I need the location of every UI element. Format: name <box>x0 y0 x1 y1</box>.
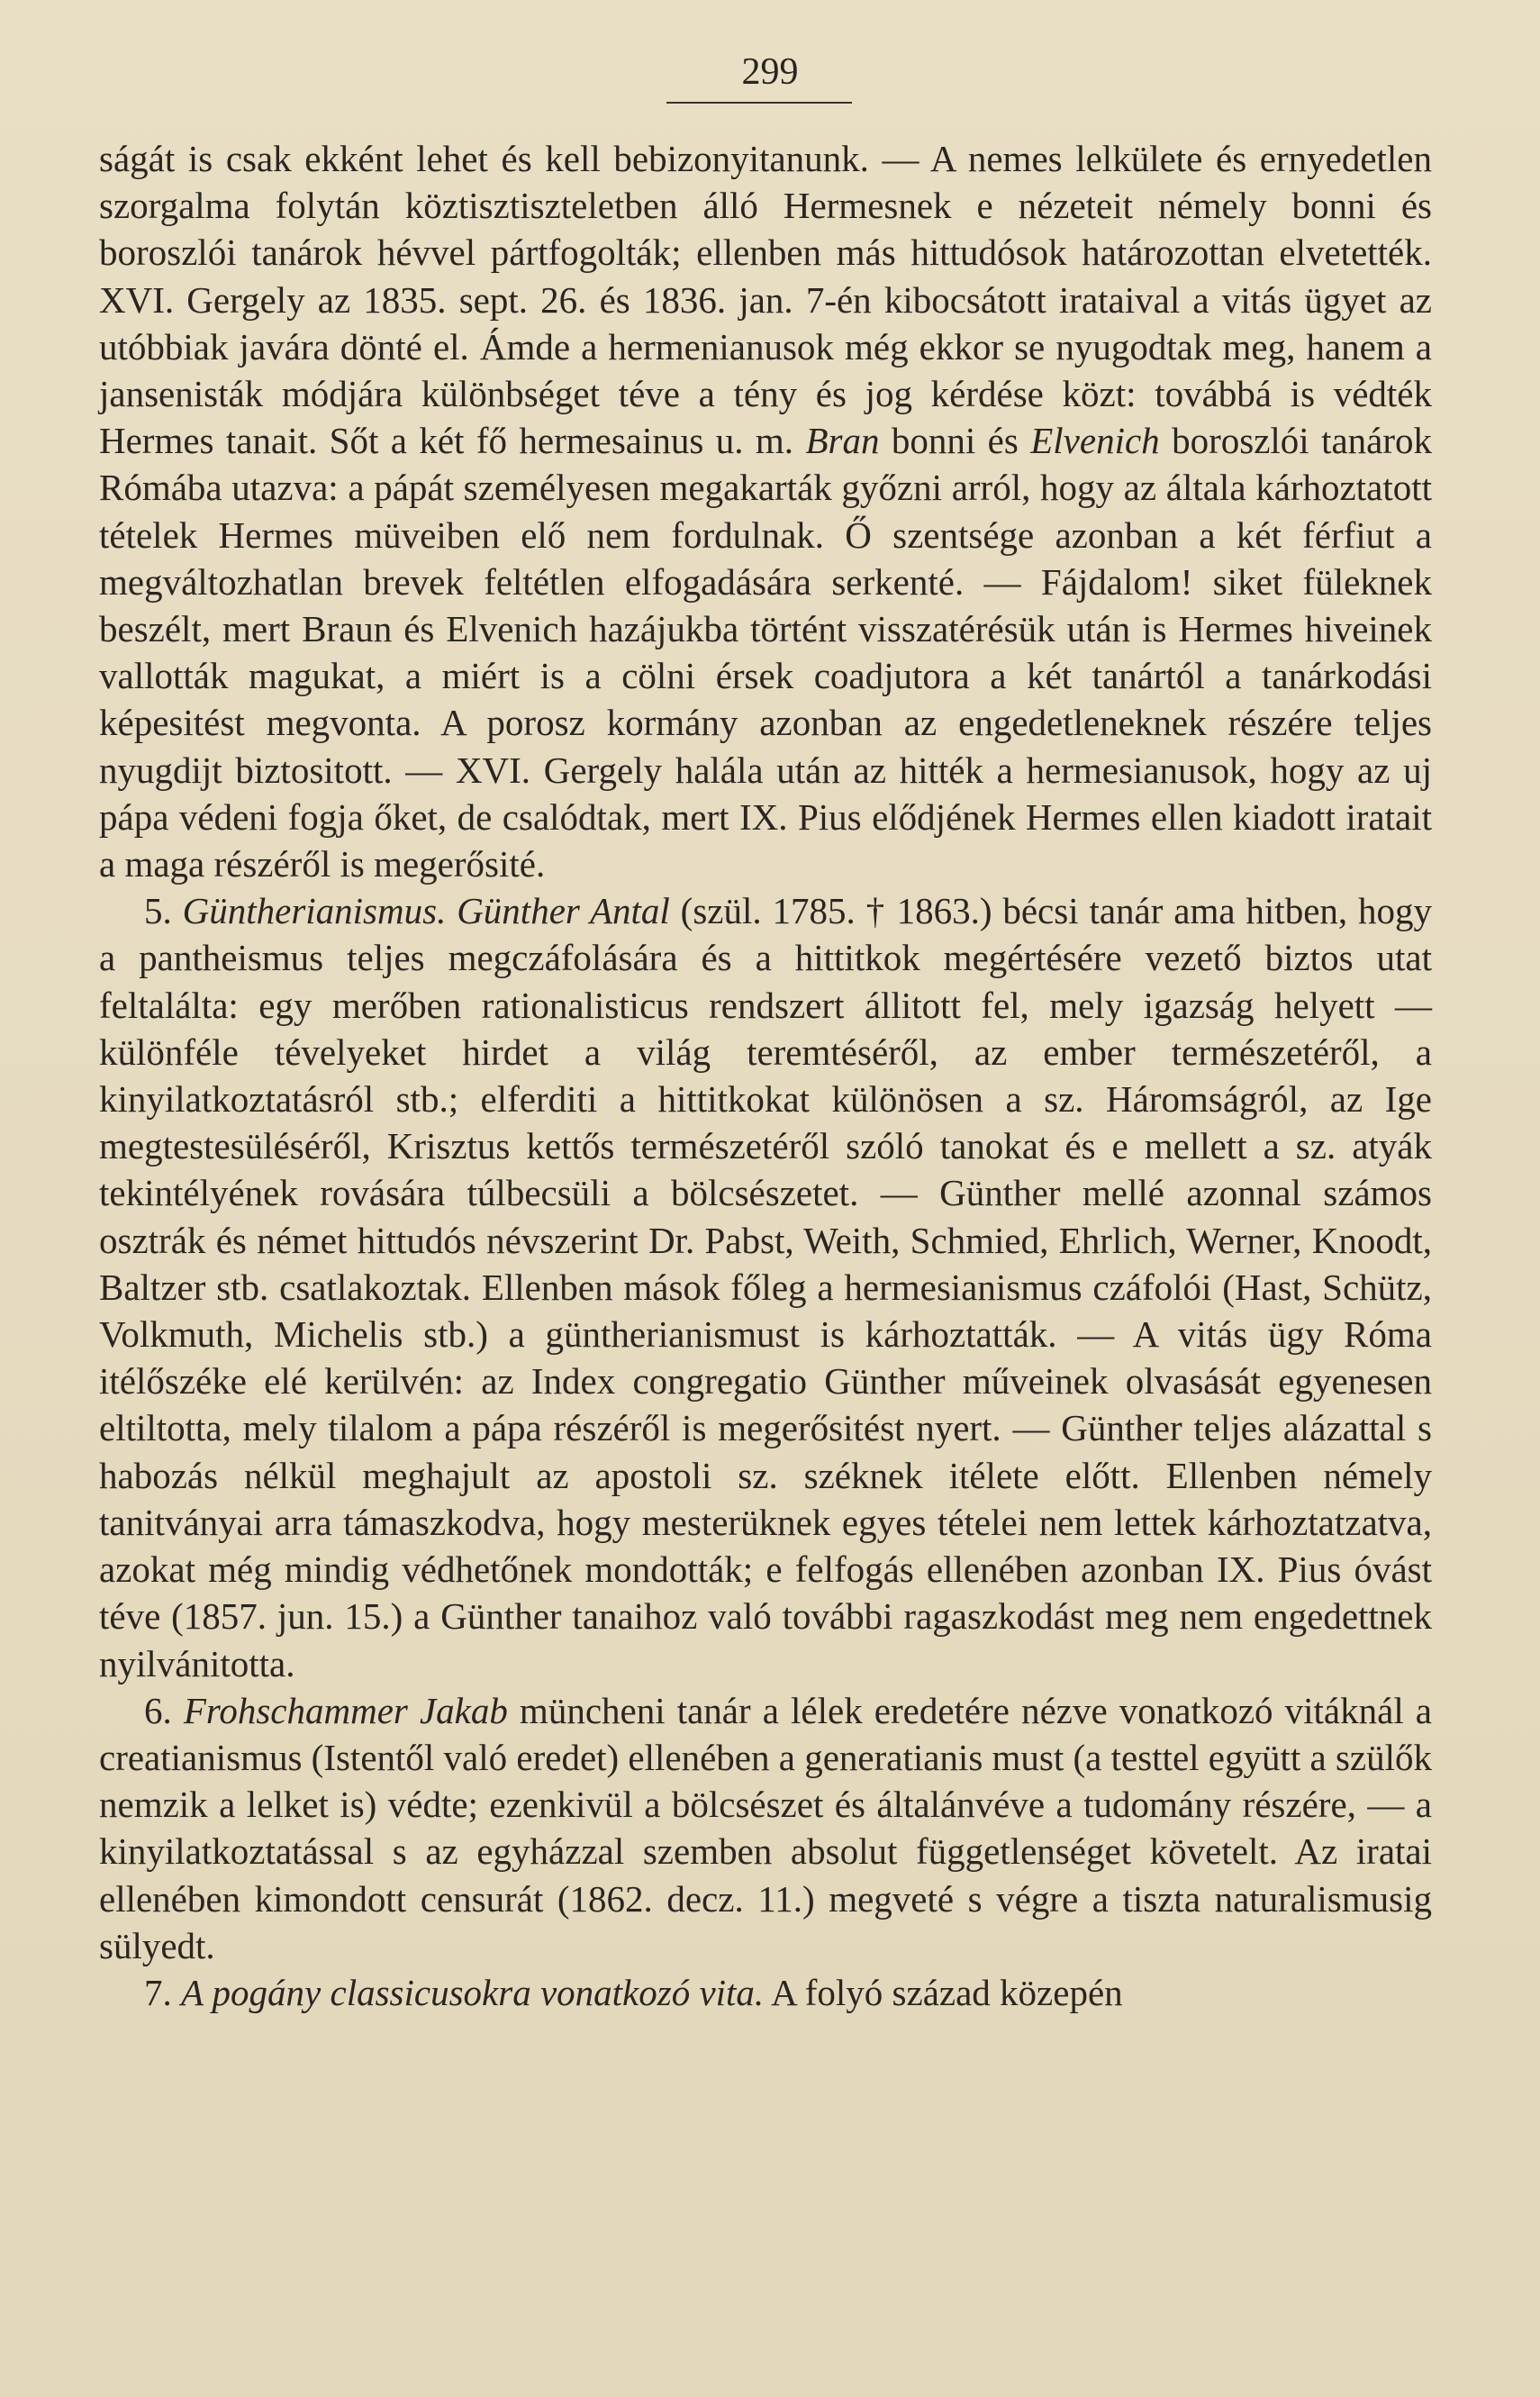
text-run: boroszlói tanárok Rómába utazva: a pápát személyesen megakarták győzni arról, hogy az általa kárhoztatott tételek Hermes müveiben elő nem fordulnak. Ő szentsége azonban a két férfiut a megváltozhatlan brevek feltétlen elfogadására serkenté. — Fájdalom! siket füleknek beszélt, mert Braun és Elvenich hazájukba történt visszatérésük után is Hermes hiveinek vallották magukat, a miért is a cölni érsek coadjutora a két tanártól a tanárkodási képesitést megvonta. A porosz kormány azonban az engedetleneknek részére teljes nyugdijt biztositott. — XVI. Gergely halála után az hitték a hermesianusok, hogy az uj pápa védeni fogja őket, de csalódtak, mert IX. Pius elődjének Hermes ellen kiadott iratait a maga részéről is megerősité. <box>99 420 1433 885</box>
italic-text: Güntherianismus. Günther Antal <box>182 890 670 932</box>
italic-text: A pogány classicusokra vonatkozó vita. <box>181 1971 765 2013</box>
text-run: ságát is csak ekként lehet és kell bebizonyitanunk. — A nemes lelkülete és ernyedetlen szorgalma folytán köztisztiszteletben álló Hermesnek e nézeteit némely bonni és boroszlói tanárok hévvel pártfogolták; ellenben más hittudósok határozottan elvetették. XVI. Gergely az 1835. sept. 26. és 1836. jan. 7-én kibocsátott irataival a vitás ügyet az utóbbiak javára dönté el. Ámde a hermenianusok még ekkor se nyugodtak meg, hanem a jansenisták módjára különbséget téve a tény és jog kérdése közt: továbbá is védték Hermes tanait. Sőt a két fő hermesainus u. m. <box>99 138 1432 462</box>
body-text <box>99 135 1432 2016</box>
text-run: 6. <box>144 1689 184 1731</box>
italic-text: Elvenich <box>1030 420 1160 462</box>
italic-text: Frohschammer Jakab <box>183 1689 508 1731</box>
italic-text: Bran <box>805 420 880 462</box>
text-run: bonni és <box>879 420 1031 462</box>
text-run: müncheni tanár a lélek eredetére nézve vonatkozó vitáknál a creatianismus (Istentől való eredet) ellenében a generatianis must (a testtel együtt a szülők nemzik a lelket is) védte; ezenkivül a bölcsészet és általánvéve a tudomány részére, — a kinyilatkoztatással s az egyházzal szemben absolut függetlenséget követelt. Az iratai ellenében kimondott censurát (1862. decz. 11.) megveté s végre a tiszta naturalismusig sülyedt. <box>99 1689 1433 1966</box>
text-run: 5. <box>144 890 183 932</box>
paragraph <box>99 887 1432 1686</box>
text-run: 7. <box>144 1971 181 2013</box>
paragraph <box>99 1969 1432 2016</box>
page-number: 299 <box>741 51 799 93</box>
paragraph <box>99 135 1432 887</box>
header-rule <box>666 102 852 104</box>
text-run: (szül. 1785. † 1863.) bécsi tanár ama hitben, hogy a pantheismus teljes megczáfolására és a hittitkok megértésére vezető biztos utat feltalálta: egy merőben rationalisticus rendszert állitott fel, mely igazság helyett — különféle tévelyeket hirdet a világ teremtéséről, az ember természetéről, a kinyilatkoztatásról stb.; elferditi a hittitkokat különösen a sz. Háromságról, az Ige megtestesüléséről, Krisztus kettős természetéről szóló tanokat és e mellett a sz. atyák tekintélyének rovására túlbecsüli a bölcsészetet. — Günther mellé azonnal számos osztrák és német hittudós névszerint Dr. Pabst, Weith, Schmied, Ehrlich, Werner, Knoodt, Baltzer stb. csatlakoztak. Ellenben mások főleg a hermesianismus czáfolói (Hast, Schütz, Volkmuth, Michelis stb.) a güntherianismust is kárhoztatták. — A vitás ügy Róma itélőszéke elé kerülvén: az Index congregatio Günther műveinek olvasását egyenesen eltiltotta, mely tilalom a pápa részéről is megerősitést nyert. — Günther teljes alázattal s habozás nélkül meghajult az apostoli sz. széknek itélete előtt. Ellenben némely tanitványai arra támaszkodva, hogy mesterüknek egyes tételei nem lettek kárhoztatzatva, azokat még mindig védhetőnek mondották; e felfogás ellenében azonban IX. Pius óvást téve (1857. jun. 15.) a Günther tanaihoz való további ragaszkodást meg nem engedettnek nyilvánitotta. <box>99 890 1433 1684</box>
paragraph <box>99 1687 1432 1969</box>
text-run: A folyó század közepén <box>764 1971 1123 2013</box>
